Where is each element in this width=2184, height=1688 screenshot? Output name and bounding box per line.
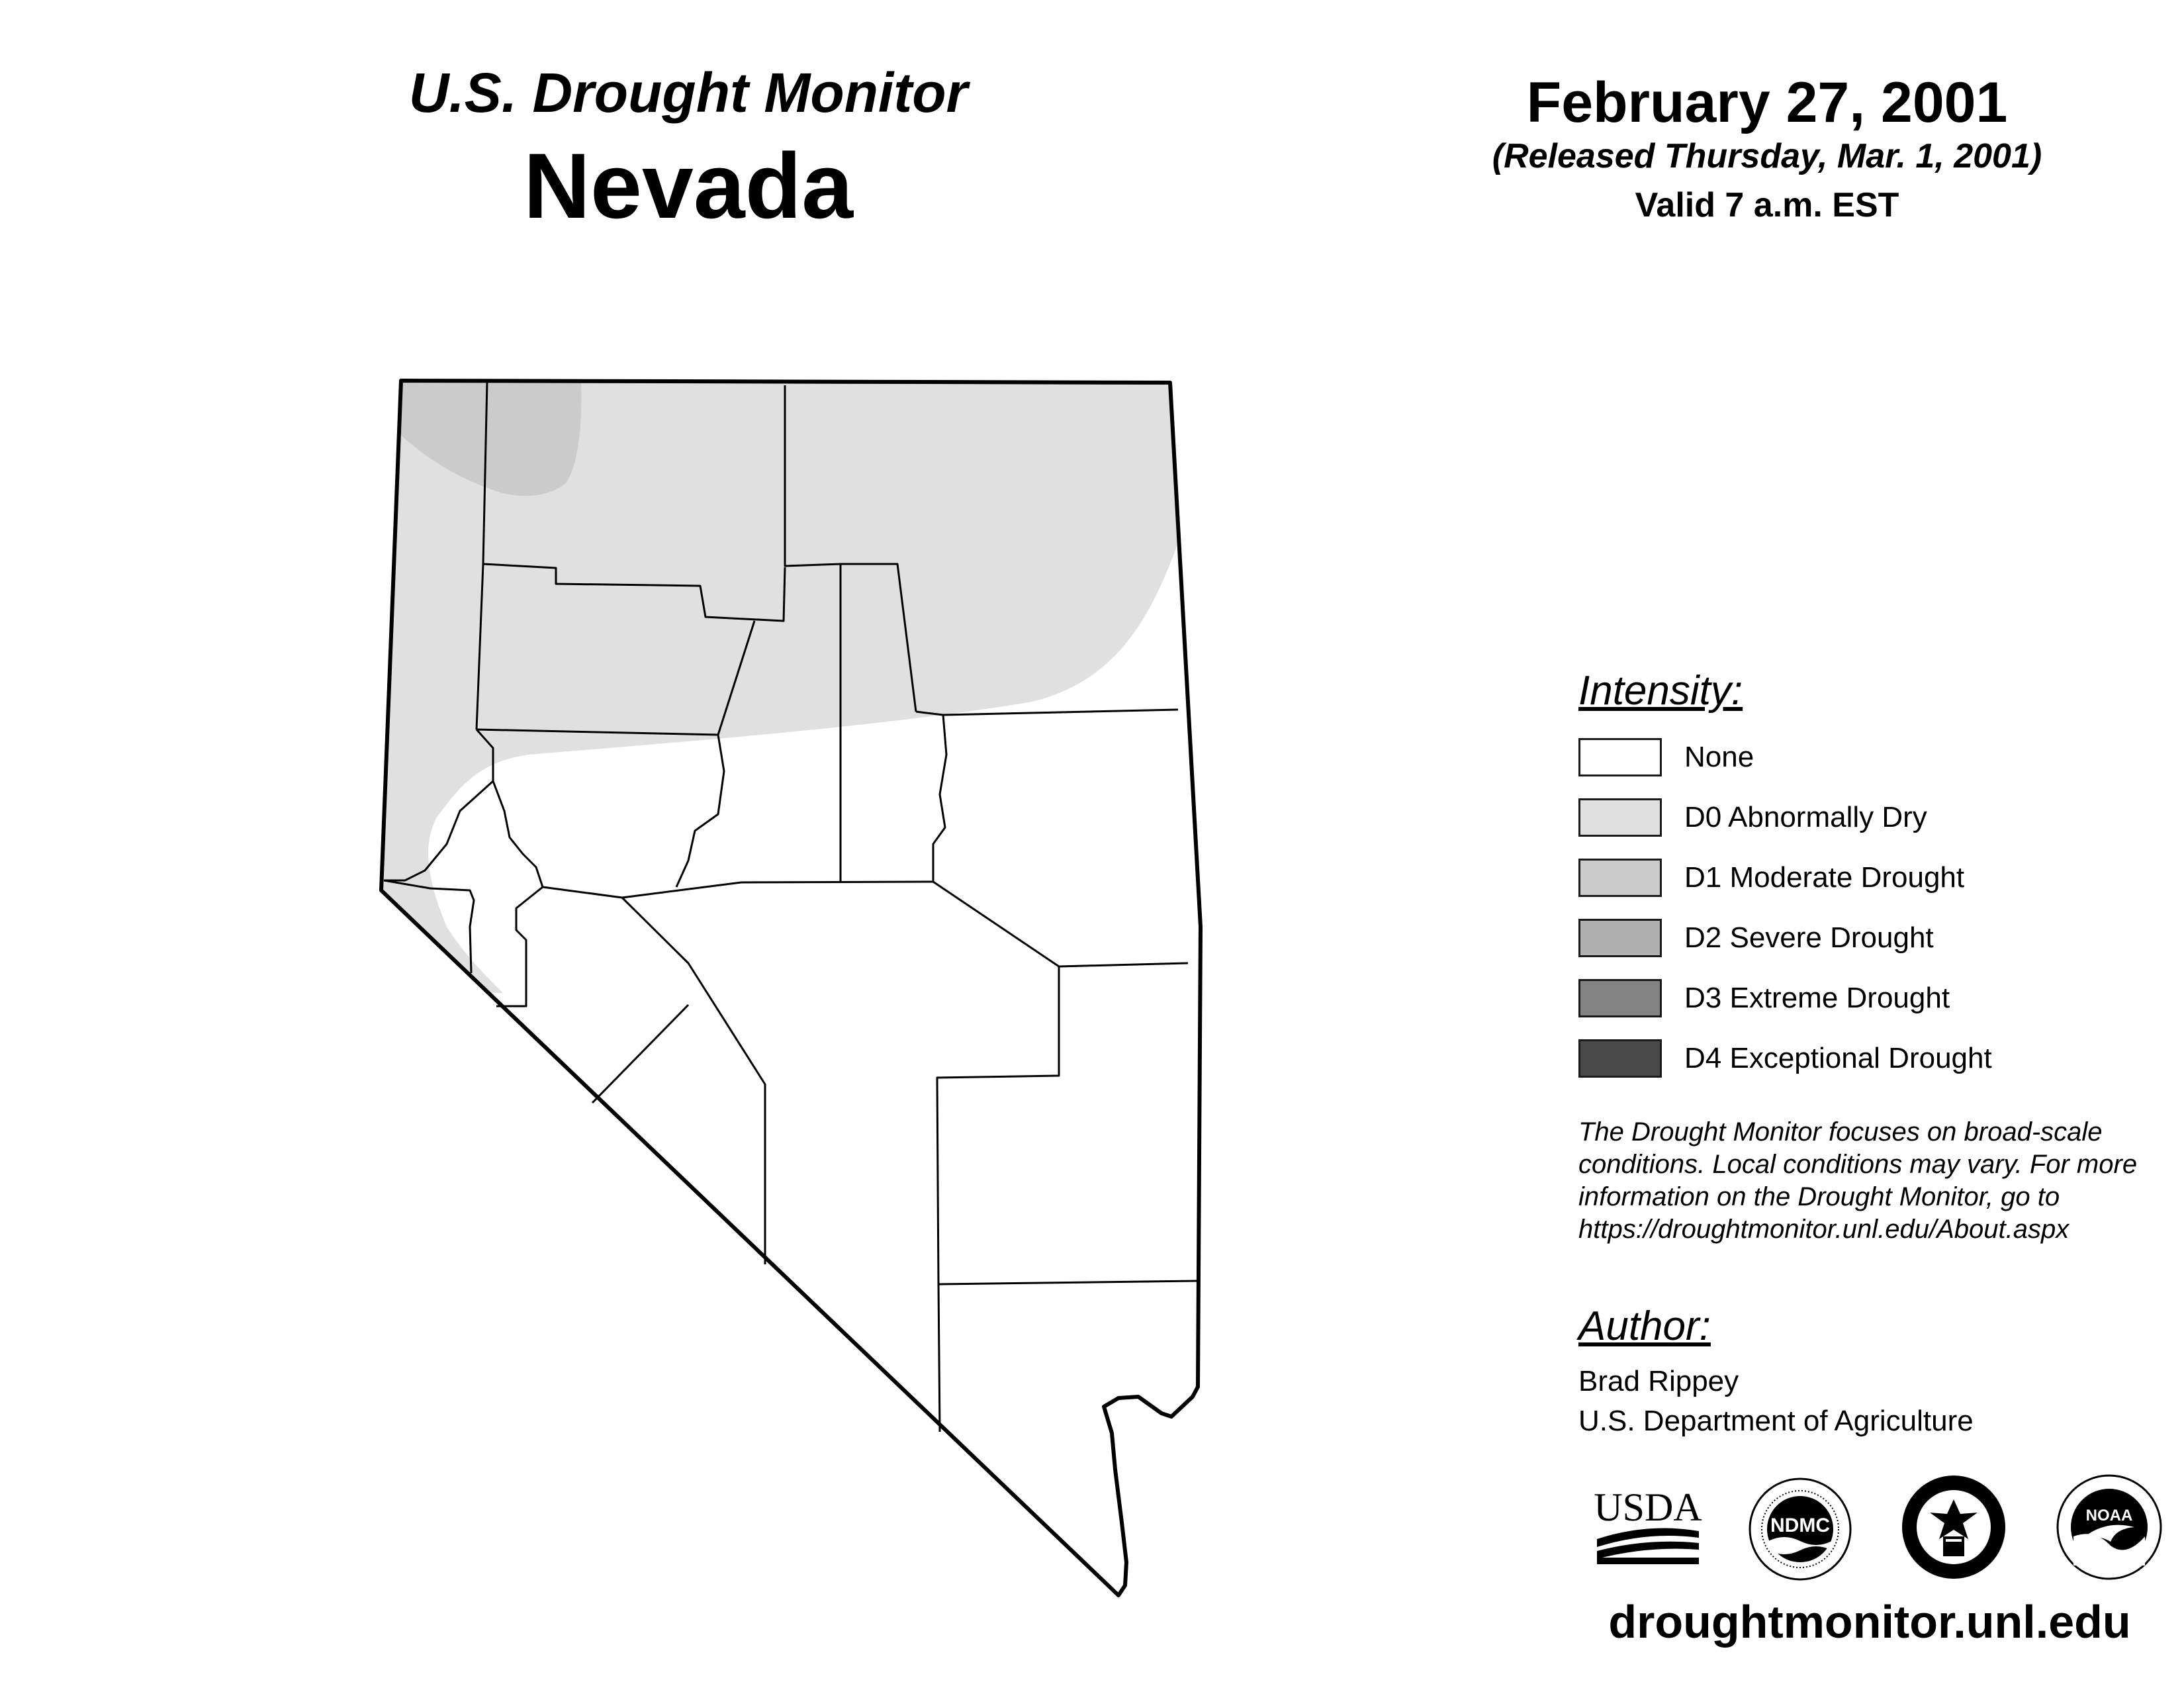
noaa-logo-text: NOAA bbox=[2085, 1507, 2133, 1524]
legend-swatch bbox=[1578, 798, 1662, 837]
usda-logo-text: USDA bbox=[1594, 1486, 1702, 1529]
legend-swatch bbox=[1578, 919, 1662, 957]
legend-label: D4 Exceptional Drought bbox=[1684, 1042, 1992, 1074]
doc-seal-logo bbox=[1899, 1473, 2009, 1582]
valid-time: Valid 7 a.m. EST bbox=[1635, 186, 1899, 224]
note-line: conditions. Local conditions may vary. For more bbox=[1578, 1150, 2138, 1179]
legend-swatch bbox=[1578, 1039, 1662, 1078]
note-line: information on the Drought Monitor, go to bbox=[1578, 1182, 2060, 1211]
legend-label: D3 Extreme Drought bbox=[1684, 982, 1950, 1014]
map-subtitle: U.S. Drought Monitor bbox=[408, 62, 968, 124]
author-name: Brad Rippey bbox=[1578, 1365, 1739, 1397]
disclaimer-note bbox=[1578, 1116, 2174, 1246]
note-line: The Drought Monitor focuses on broad-scale bbox=[1578, 1117, 2103, 1147]
usda-logo bbox=[1592, 1486, 1704, 1566]
legend-item-d0 bbox=[1578, 798, 2148, 839]
author-org: U.S. Department of Agriculture bbox=[1578, 1405, 1974, 1437]
ndmc-logo-text: NDMC bbox=[1770, 1515, 1830, 1536]
legend-item-d1 bbox=[1578, 859, 2148, 900]
author-heading: Author: bbox=[1578, 1303, 1711, 1349]
ndmc-logo bbox=[1747, 1476, 1853, 1582]
legend-swatch bbox=[1578, 859, 1662, 897]
website-link[interactable]: droughtmonitor.unl.edu bbox=[1608, 1596, 2131, 1648]
legend-label: D0 Abnormally Dry bbox=[1684, 801, 1927, 833]
legend-label: D1 Moderate Drought bbox=[1684, 861, 1965, 894]
legend-item-none bbox=[1578, 738, 2148, 779]
legend-item-d3 bbox=[1578, 979, 2148, 1020]
legend-swatch bbox=[1578, 979, 1662, 1017]
legend-item-d4 bbox=[1578, 1039, 2148, 1080]
map-date: February 27, 2001 bbox=[1526, 71, 2008, 134]
noaa-logo bbox=[2055, 1473, 2164, 1582]
legend-item-d2 bbox=[1578, 919, 2148, 960]
map-title: Nevada bbox=[523, 134, 854, 238]
legend-swatch bbox=[1578, 738, 1662, 776]
release-date: (Released Thursday, Mar. 1, 2001) bbox=[1492, 137, 2042, 175]
note-url[interactable]: https://droughtmonitor.unl.edu/About.aspx bbox=[1578, 1215, 2070, 1244]
legend-heading: Intensity: bbox=[1578, 668, 1743, 714]
legend-label: D2 Severe Drought bbox=[1684, 921, 1934, 954]
legend-label: None bbox=[1684, 741, 1754, 773]
